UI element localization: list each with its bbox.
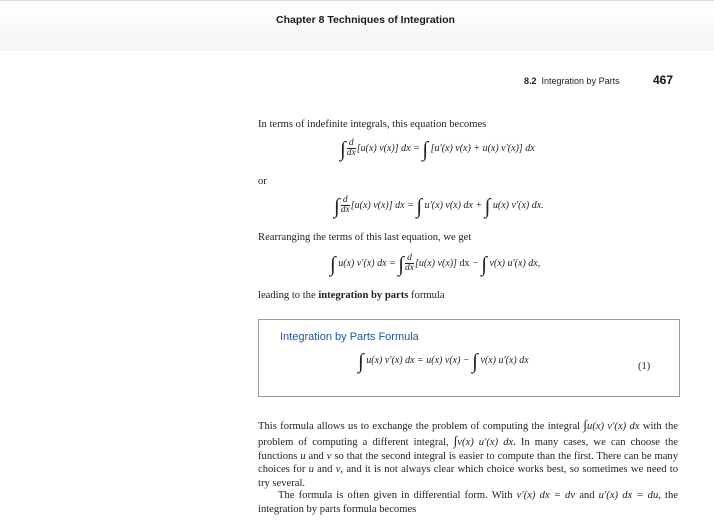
derivative-operator: $\frac{d}{dx}$ (346, 138, 356, 158)
equation-1 (340, 136, 535, 161)
integral-sign: ∫ (330, 251, 336, 276)
eq1-derivative-arg: [u(x) v(x)] (356, 142, 399, 154)
page-number: 467 (653, 73, 674, 87)
or-text: or (258, 176, 267, 187)
integral-sign: ∫ (340, 136, 346, 161)
integral-sign: ∫ (398, 251, 405, 276)
integral-sign: ∫ (472, 349, 478, 373)
eq3-term2: v(x) u′(x) dx, (489, 257, 541, 269)
eq3-lhs: u(x) v′(x) dx = (338, 257, 396, 269)
chapter-title: Chapter 8 Techniques of Integration (276, 14, 455, 26)
integration-by-parts-term: integration by parts (318, 290, 409, 301)
section-title: Integration by Parts (541, 76, 620, 86)
eq2-term1: u′(x) v(x) dx + (424, 199, 483, 211)
paragraph-1: This formula allows us to exchange the problem of computing the integral ∫u(x) v′(x) dx with the problem of computing a different integral, ∫v(x) u′(x) dx. In many cases, we can choose the functions u and v so that the second integral is easier to compute than the first. There can be many choices for u and v, and it is not always clear which choice works best, so sometimes we need to try several. (258, 417, 679, 490)
integral-sign: ∫ (358, 349, 364, 373)
eq2-equals: dx = (395, 199, 414, 211)
formula-rhs: v(x) u′(x) dx (480, 355, 529, 366)
eq2-derivative-arg: [u(x) v(x)] (350, 199, 393, 211)
integral-sign: ∫ (334, 193, 340, 218)
formula-box-title: Integration by Parts Formula (280, 331, 419, 343)
eq3-minus: dx − (459, 257, 479, 269)
formula-lhs: u(x) v′(x) dx = u(x) v(x) − (366, 355, 470, 366)
equation-2 (334, 193, 544, 218)
derivative-operator: $\frac{d}{dx}$ (405, 253, 415, 273)
eq2-term2: u(x) v′(x) dx. (492, 199, 544, 211)
equation-number: (1) (638, 361, 651, 372)
derivative-operator: $\frac{d}{dx}$ (340, 195, 350, 215)
eq1-rhs: [u′(x) v(x) + u(x) v′(x)] dx (430, 142, 535, 154)
eq1-equals: dx = (401, 142, 420, 154)
integration-by-parts-formula (358, 349, 529, 373)
integral-sign: ∫ (481, 251, 487, 276)
leading-text: leading to the integration by parts formula (258, 290, 445, 301)
intro-sentence: In terms of indefinite integrals, this equation becomes (258, 119, 487, 130)
integral-sign: ∫ (416, 193, 423, 218)
rearranging-text: Rearranging the terms of this last equation, we get (258, 232, 472, 243)
equation-3 (330, 251, 541, 276)
page-header-bar (0, 0, 714, 51)
section-number: 8.2 (524, 76, 537, 86)
integral-sign: ∫ (422, 136, 429, 161)
integral-sign: ∫ (484, 193, 491, 218)
eq3-derivative-arg: [u(x) v(x)] (415, 257, 457, 269)
section-header (524, 76, 620, 86)
paragraph-2: The formula is often given in differential form. With v′(x) dx = dv and u′(x) dx = du, the integration by parts formula becomes (258, 490, 678, 515)
